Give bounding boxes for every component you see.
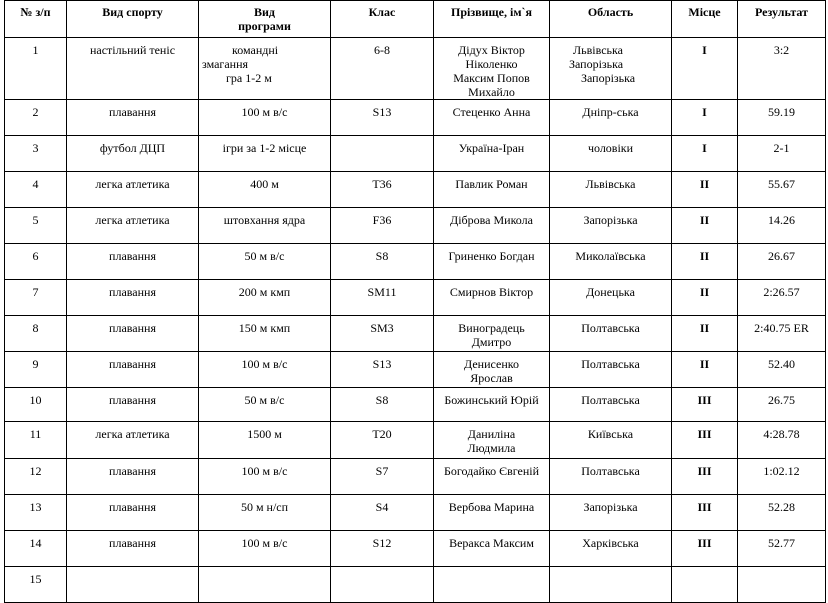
- cell-sport: плавання: [67, 244, 199, 280]
- cell-program-line: командні: [232, 43, 279, 57]
- header-sport: Вид спорту: [67, 1, 199, 38]
- header-program-line: Вид: [254, 5, 275, 19]
- cell-place: [672, 567, 738, 603]
- cell-place: ІІ: [672, 280, 738, 316]
- cell-result: 2-1: [738, 136, 826, 172]
- cell-sport: плавання: [67, 388, 199, 422]
- cell-region: Полтавська: [550, 388, 672, 422]
- cell-number: 12: [5, 459, 67, 495]
- cell-sport: плавання: [67, 280, 199, 316]
- cell-sport: плавання: [67, 352, 199, 388]
- cell-name: Павлик Роман: [434, 172, 550, 208]
- cell-name-line: Ніколенко: [465, 57, 518, 71]
- cell-region-line: Запорізька: [569, 57, 624, 71]
- cell-result: 26.75: [738, 388, 826, 422]
- cell-result: 52.28: [738, 495, 826, 531]
- cell-class: SM11: [331, 280, 434, 316]
- cell-result: 2:40.75 ER: [738, 316, 826, 352]
- cell-place: І: [672, 100, 738, 136]
- cell-sport: легка атлетика: [67, 208, 199, 244]
- cell-class: S13: [331, 352, 434, 388]
- cell-program: 100 м в/с: [199, 531, 331, 567]
- cell-name: Веракса Максим: [434, 531, 550, 567]
- table-row: [5, 422, 826, 459]
- table-row: [5, 208, 826, 244]
- cell-name-line: Михайло: [468, 85, 515, 99]
- cell-program: 50 м н/сп: [199, 495, 331, 531]
- cell-result: 52.77: [738, 531, 826, 567]
- cell-region-line: Львівська: [573, 43, 623, 57]
- cell-name: Божинський Юрій: [434, 388, 550, 422]
- cell-program: 50 м в/с: [199, 244, 331, 280]
- cell-program: 1500 м: [199, 422, 331, 459]
- cell-place: І: [672, 136, 738, 172]
- results-table: [4, 0, 826, 603]
- header-name: Прізвище, ім`я: [434, 1, 550, 38]
- cell-region: Полтавська: [550, 352, 672, 388]
- cell-place: ІІ: [672, 208, 738, 244]
- cell-region: [550, 38, 672, 100]
- cell-name: Богодайко Євгеній: [434, 459, 550, 495]
- cell-place: ІІІ: [672, 531, 738, 567]
- header-number: № з/п: [5, 1, 67, 38]
- cell-name-line: Дідух Віктор: [458, 43, 525, 57]
- header-region: Область: [550, 1, 672, 38]
- cell-region: Київська: [550, 422, 672, 459]
- cell-class: F36: [331, 208, 434, 244]
- cell-class: [331, 136, 434, 172]
- cell-name-line: Максим Попов: [453, 71, 530, 85]
- cell-sport: плавання: [67, 531, 199, 567]
- cell-program: [199, 38, 331, 100]
- table-row: [5, 136, 826, 172]
- cell-region: Запорізька: [550, 495, 672, 531]
- cell-place: ІІІ: [672, 495, 738, 531]
- cell-region: Дніпр-ська: [550, 100, 672, 136]
- cell-sport: футбол ДЦП: [67, 136, 199, 172]
- cell-name: [434, 422, 550, 459]
- table-row: [5, 280, 826, 316]
- cell-result: 59.19: [738, 100, 826, 136]
- cell-name-line: Ярослав: [470, 371, 513, 385]
- cell-number: 13: [5, 495, 67, 531]
- cell-result: 2:26.57: [738, 280, 826, 316]
- cell-class: S8: [331, 388, 434, 422]
- cell-name: [434, 352, 550, 388]
- cell-sport: плавання: [67, 100, 199, 136]
- cell-program: 100 м в/с: [199, 459, 331, 495]
- cell-result: 1:02.12: [738, 459, 826, 495]
- cell-name: [434, 316, 550, 352]
- table-row: [5, 100, 826, 136]
- cell-program: ігри за 1-2 місце: [199, 136, 331, 172]
- cell-place: ІІ: [672, 352, 738, 388]
- cell-number: 5: [5, 208, 67, 244]
- cell-region-line: Запорізька: [581, 71, 636, 85]
- cell-class: Т36: [331, 172, 434, 208]
- header-result: Результат: [738, 1, 826, 38]
- cell-class: Т20: [331, 422, 434, 459]
- cell-program: [199, 567, 331, 603]
- cell-program: 100 м в/с: [199, 100, 331, 136]
- cell-class: SM3: [331, 316, 434, 352]
- table-row: [5, 172, 826, 208]
- cell-place: ІІІ: [672, 388, 738, 422]
- cell-number: 7: [5, 280, 67, 316]
- cell-class: S4: [331, 495, 434, 531]
- cell-name: Вербова Марина: [434, 495, 550, 531]
- cell-place: ІІ: [672, 316, 738, 352]
- cell-region: Запорізька: [550, 208, 672, 244]
- cell-name: Стеценко Анна: [434, 100, 550, 136]
- cell-number: 11: [5, 422, 67, 459]
- cell-region: Полтавська: [550, 459, 672, 495]
- cell-class: S12: [331, 531, 434, 567]
- cell-sport: плавання: [67, 495, 199, 531]
- cell-name: Гриненко Богдан: [434, 244, 550, 280]
- cell-region: чоловіки: [550, 136, 672, 172]
- cell-name: [434, 567, 550, 603]
- cell-name-line: Даниліна: [467, 427, 516, 441]
- cell-place: ІІ: [672, 244, 738, 280]
- cell-name: Україна-Іран: [434, 136, 550, 172]
- table-row: [5, 388, 826, 422]
- cell-number: 10: [5, 388, 67, 422]
- header-class: Клас: [331, 1, 434, 38]
- cell-region: [550, 567, 672, 603]
- cell-result: 3:2: [738, 38, 826, 100]
- cell-number: 14: [5, 531, 67, 567]
- header-row: [5, 1, 826, 38]
- cell-result: 55.67: [738, 172, 826, 208]
- cell-sport: легка атлетика: [67, 422, 199, 459]
- header-program: [199, 1, 331, 38]
- table-row: [5, 531, 826, 567]
- header-program-line: програми: [238, 19, 291, 33]
- table-row: [5, 567, 826, 603]
- table-row: [5, 495, 826, 531]
- cell-program: 100 м в/с: [199, 352, 331, 388]
- cell-number: 2: [5, 100, 67, 136]
- cell-region: Миколаївська: [550, 244, 672, 280]
- cell-region: Харківська: [550, 531, 672, 567]
- cell-region: Полтавська: [550, 316, 672, 352]
- cell-number: 3: [5, 136, 67, 172]
- cell-result: 4:28.78: [738, 422, 826, 459]
- cell-sport: плавання: [67, 459, 199, 495]
- cell-region: Львівська: [550, 172, 672, 208]
- table-row: [5, 459, 826, 495]
- table-row: [5, 244, 826, 280]
- cell-program: штовхання ядра: [199, 208, 331, 244]
- cell-number: 1: [5, 38, 67, 100]
- cell-program-line: змагання: [202, 57, 249, 71]
- cell-name-line: Виноградець: [458, 321, 525, 335]
- cell-class: S13: [331, 100, 434, 136]
- cell-class: [331, 567, 434, 603]
- cell-number: 15: [5, 567, 67, 603]
- cell-number: 4: [5, 172, 67, 208]
- cell-result: 26.67: [738, 244, 826, 280]
- cell-result: 14.26: [738, 208, 826, 244]
- cell-sport: настільний теніс: [67, 38, 199, 100]
- cell-place: І: [672, 38, 738, 100]
- cell-place: ІІІ: [672, 459, 738, 495]
- table-row: [5, 38, 826, 100]
- cell-program: 50 м в/с: [199, 388, 331, 422]
- cell-number: 6: [5, 244, 67, 280]
- cell-region: Донецька: [550, 280, 672, 316]
- table-row: [5, 316, 826, 352]
- cell-class: S7: [331, 459, 434, 495]
- cell-sport: легка атлетика: [67, 172, 199, 208]
- cell-sport: [67, 567, 199, 603]
- header-place: Місце: [672, 1, 738, 38]
- cell-name-line: Денисенко: [464, 357, 519, 371]
- cell-number: 9: [5, 352, 67, 388]
- cell-class: 6-8: [331, 38, 434, 100]
- cell-result: 52.40: [738, 352, 826, 388]
- cell-name-line: Дмитро: [471, 335, 512, 349]
- cell-sport: плавання: [67, 316, 199, 352]
- cell-result: [738, 567, 826, 603]
- cell-name: [434, 38, 550, 100]
- cell-place: ІІ: [672, 172, 738, 208]
- cell-class: S8: [331, 244, 434, 280]
- table-row: [5, 352, 826, 388]
- cell-program: 150 м кмп: [199, 316, 331, 352]
- cell-place: ІІІ: [672, 422, 738, 459]
- cell-number: 8: [5, 316, 67, 352]
- cell-name-line: Людмила: [467, 441, 516, 455]
- cell-program: 400 м: [199, 172, 331, 208]
- cell-program: 200 м кмп: [199, 280, 331, 316]
- cell-name: Смирнов Віктор: [434, 280, 550, 316]
- cell-program-line: гра 1-2 м: [226, 71, 272, 85]
- cell-name: Діброва Микола: [434, 208, 550, 244]
